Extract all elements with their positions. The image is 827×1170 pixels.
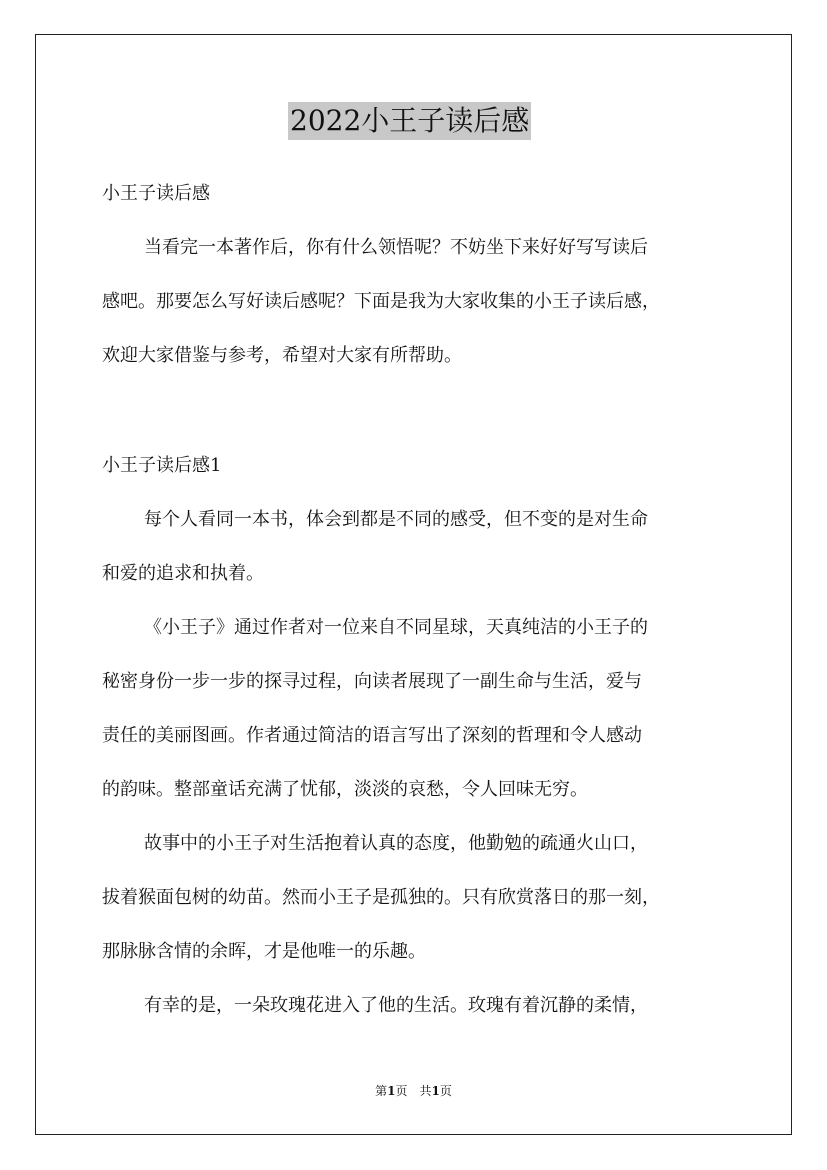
paragraph-line: 感吧。那要怎么写好读后感呢？下面是我为大家收集的小王子读后感，	[102, 291, 660, 312]
page-footer	[0, 1082, 827, 1100]
paragraph-line: 欢迎大家借鉴与参考，希望对大家有所帮助。	[102, 345, 462, 366]
paragraph-line: 有幸的是，一朵玫瑰花进入了他的生活。玫瑰有着沉静的柔情，	[144, 995, 648, 1016]
page-total: 1	[431, 1084, 440, 1098]
page-current: 1	[387, 1084, 396, 1098]
paragraph-line: 责任的美丽图画。作者通过简洁的语言写出了深刻的哲理和令人感动	[102, 725, 642, 746]
paragraph-line: 拔着猴面包树的幼苗。然而小王子是孤独的。只有欣赏落日的那一刻，	[102, 887, 660, 908]
paragraph-line: 当看完一本著作后，你有什么领悟呢？不妨坐下来好好写写读后	[144, 237, 648, 258]
paragraph-line: 每个人看同一本书，体会到都是不同的感受，但不变的是对生命	[144, 509, 648, 530]
paragraph-line: 《小王子》通过作者对一位来自不同星球，天真纯洁的小王子的	[144, 617, 648, 638]
paragraph-line: 故事中的小王子对生活抱着认真的态度，他勤勉的疏通火山口，	[144, 833, 648, 854]
paragraph-line: 和爱的追求和执着。	[102, 563, 264, 584]
document-title: 2022小王子读后感	[288, 102, 531, 140]
subtitle: 小王子读后感	[102, 183, 210, 204]
section-heading: 小王子读后感1	[102, 455, 222, 476]
paragraph-line: 秘密身份一步一步的探寻过程，向读者展现了一副生命与生活，爱与	[102, 671, 642, 692]
paragraph-line: 的韵味。整部童话充满了忧郁，淡淡的哀愁，令人回味无穷。	[102, 779, 588, 800]
paragraph-line: 那脉脉含情的余晖，才是他唯一的乐趣。	[102, 941, 426, 962]
page-prefix: 第	[375, 1084, 388, 1098]
page-suffix: 页 共	[395, 1084, 432, 1098]
page-end: 页	[439, 1084, 452, 1098]
